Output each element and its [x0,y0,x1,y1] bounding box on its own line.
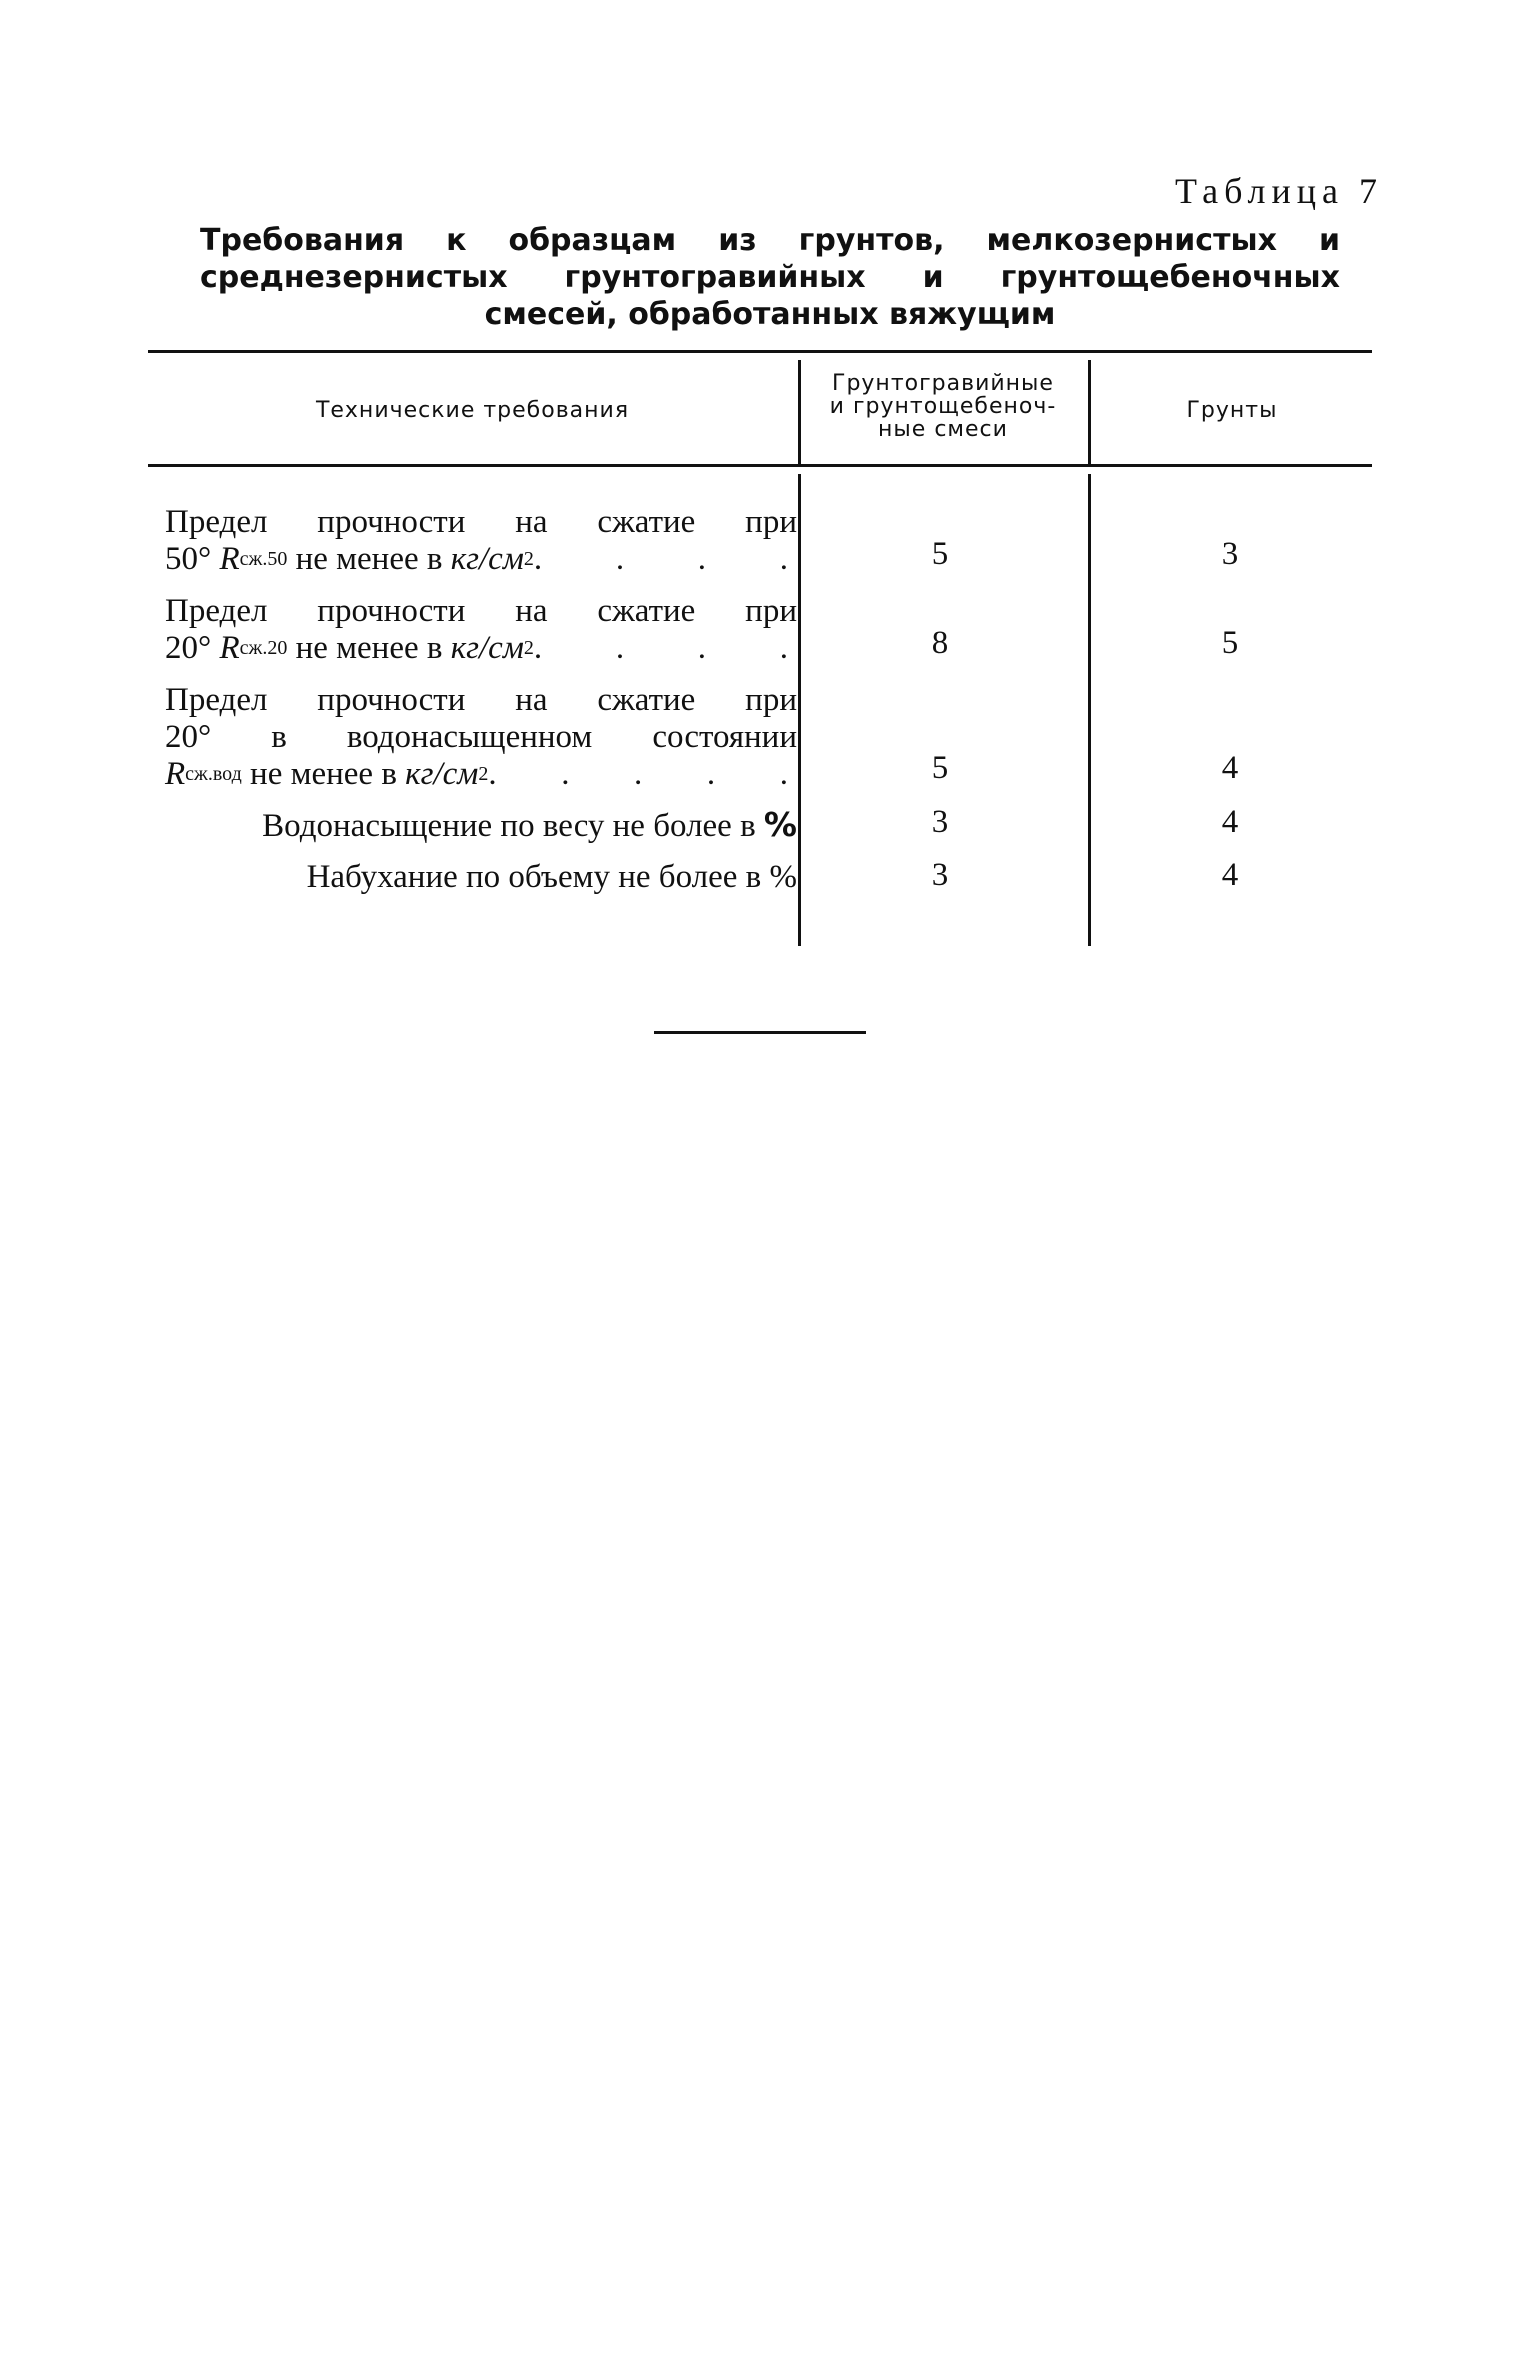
row-1-line1: Предел прочности на сжатие при [165,504,797,540]
header-mixtures-line2: и грунтощебеноч- [829,394,1057,419]
row-2-requirement [165,593,797,667]
row-5-soil-value: 4 [1221,857,1239,893]
row-2-soil-value: 5 [1221,625,1239,661]
row-2-leader-dots: . . . . [533,630,797,666]
header-soils: Грунты [1186,398,1278,423]
row-1-line2 [165,541,797,578]
row-1-unit-exp: 2 [523,548,534,570]
row-5-requirement [165,859,797,896]
body-separator-1 [798,474,801,946]
row-3-mix-value: 5 [931,750,949,786]
row-5-percent: % [769,859,797,895]
row-3-leader-dots: . . . . . [488,756,797,792]
row-3-line1: Предел прочности на сжатие при [165,682,797,718]
header-requirements: Технические требования [315,398,630,423]
row-4-requirement [165,806,797,845]
row-1-mix-value: 5 [931,536,949,572]
header-mixtures-line1: Грунтогравийные [832,371,1054,396]
row-3-soil-value: 4 [1221,750,1239,786]
row-1-requirement [165,504,797,578]
row-1-subscript: сж.50 [239,548,288,570]
row-2-subscript: сж.20 [239,637,288,659]
row-1-unit: кг/см [450,541,524,577]
row-3-unit-exp: 2 [478,763,489,785]
header-mixtures-line3: ные смеси [878,417,1008,442]
row-2-unit: кг/см [450,630,524,666]
row-2-symbol: R [219,630,240,666]
row-4-text: Водонасыщение по весу не более в [262,808,764,844]
section-end-rule [654,1031,866,1034]
table-top-rule [148,350,1372,353]
row-1-temperature: 50° [165,541,212,577]
table-title: Требования к образцам из грунтов, мелкозернистых и среднезернистых грунтогравийных и грунтощебеночных смесей, обработанных вяжущим [200,223,1340,332]
header-separator-2 [1088,360,1091,464]
row-2-line2 [165,630,797,667]
header-separator-1 [798,360,801,464]
row-4-percent: % [763,805,797,844]
row-5-text: Набухание по объему не более в [306,859,770,895]
row-4-mix-value: 3 [931,804,949,840]
header-mixtures [802,372,1084,441]
row-3-line3 [165,756,797,793]
row-1-leader-dots: . . . . [533,541,797,577]
table-number-label: Таблица 7 [1175,171,1383,211]
body-separator-2 [1088,474,1091,946]
row-2-unit-exp: 2 [523,637,534,659]
row-3-line2: 20° в водонасыщенном состоянии [165,719,797,755]
row-2-line1: Предел прочности на сжатие при [165,593,797,629]
row-3-symbol: R [165,756,186,792]
row-3-subscript: сж.вод [185,763,242,785]
header-bottom-rule [148,464,1372,467]
row-2-mix-value: 8 [931,625,949,661]
row-5-mix-value: 3 [931,857,949,893]
row-3-text: не менее в [241,756,406,792]
row-2-text: не менее в [287,630,451,666]
row-1-soil-value: 3 [1221,536,1239,572]
row-4-soil-value: 4 [1221,804,1239,840]
row-1-symbol: R [219,541,240,577]
row-1-text: не менее в [287,541,451,577]
row-2-temperature: 20° [165,630,212,666]
row-3-unit: кг/см [405,756,479,792]
row-3-requirement [165,682,797,793]
